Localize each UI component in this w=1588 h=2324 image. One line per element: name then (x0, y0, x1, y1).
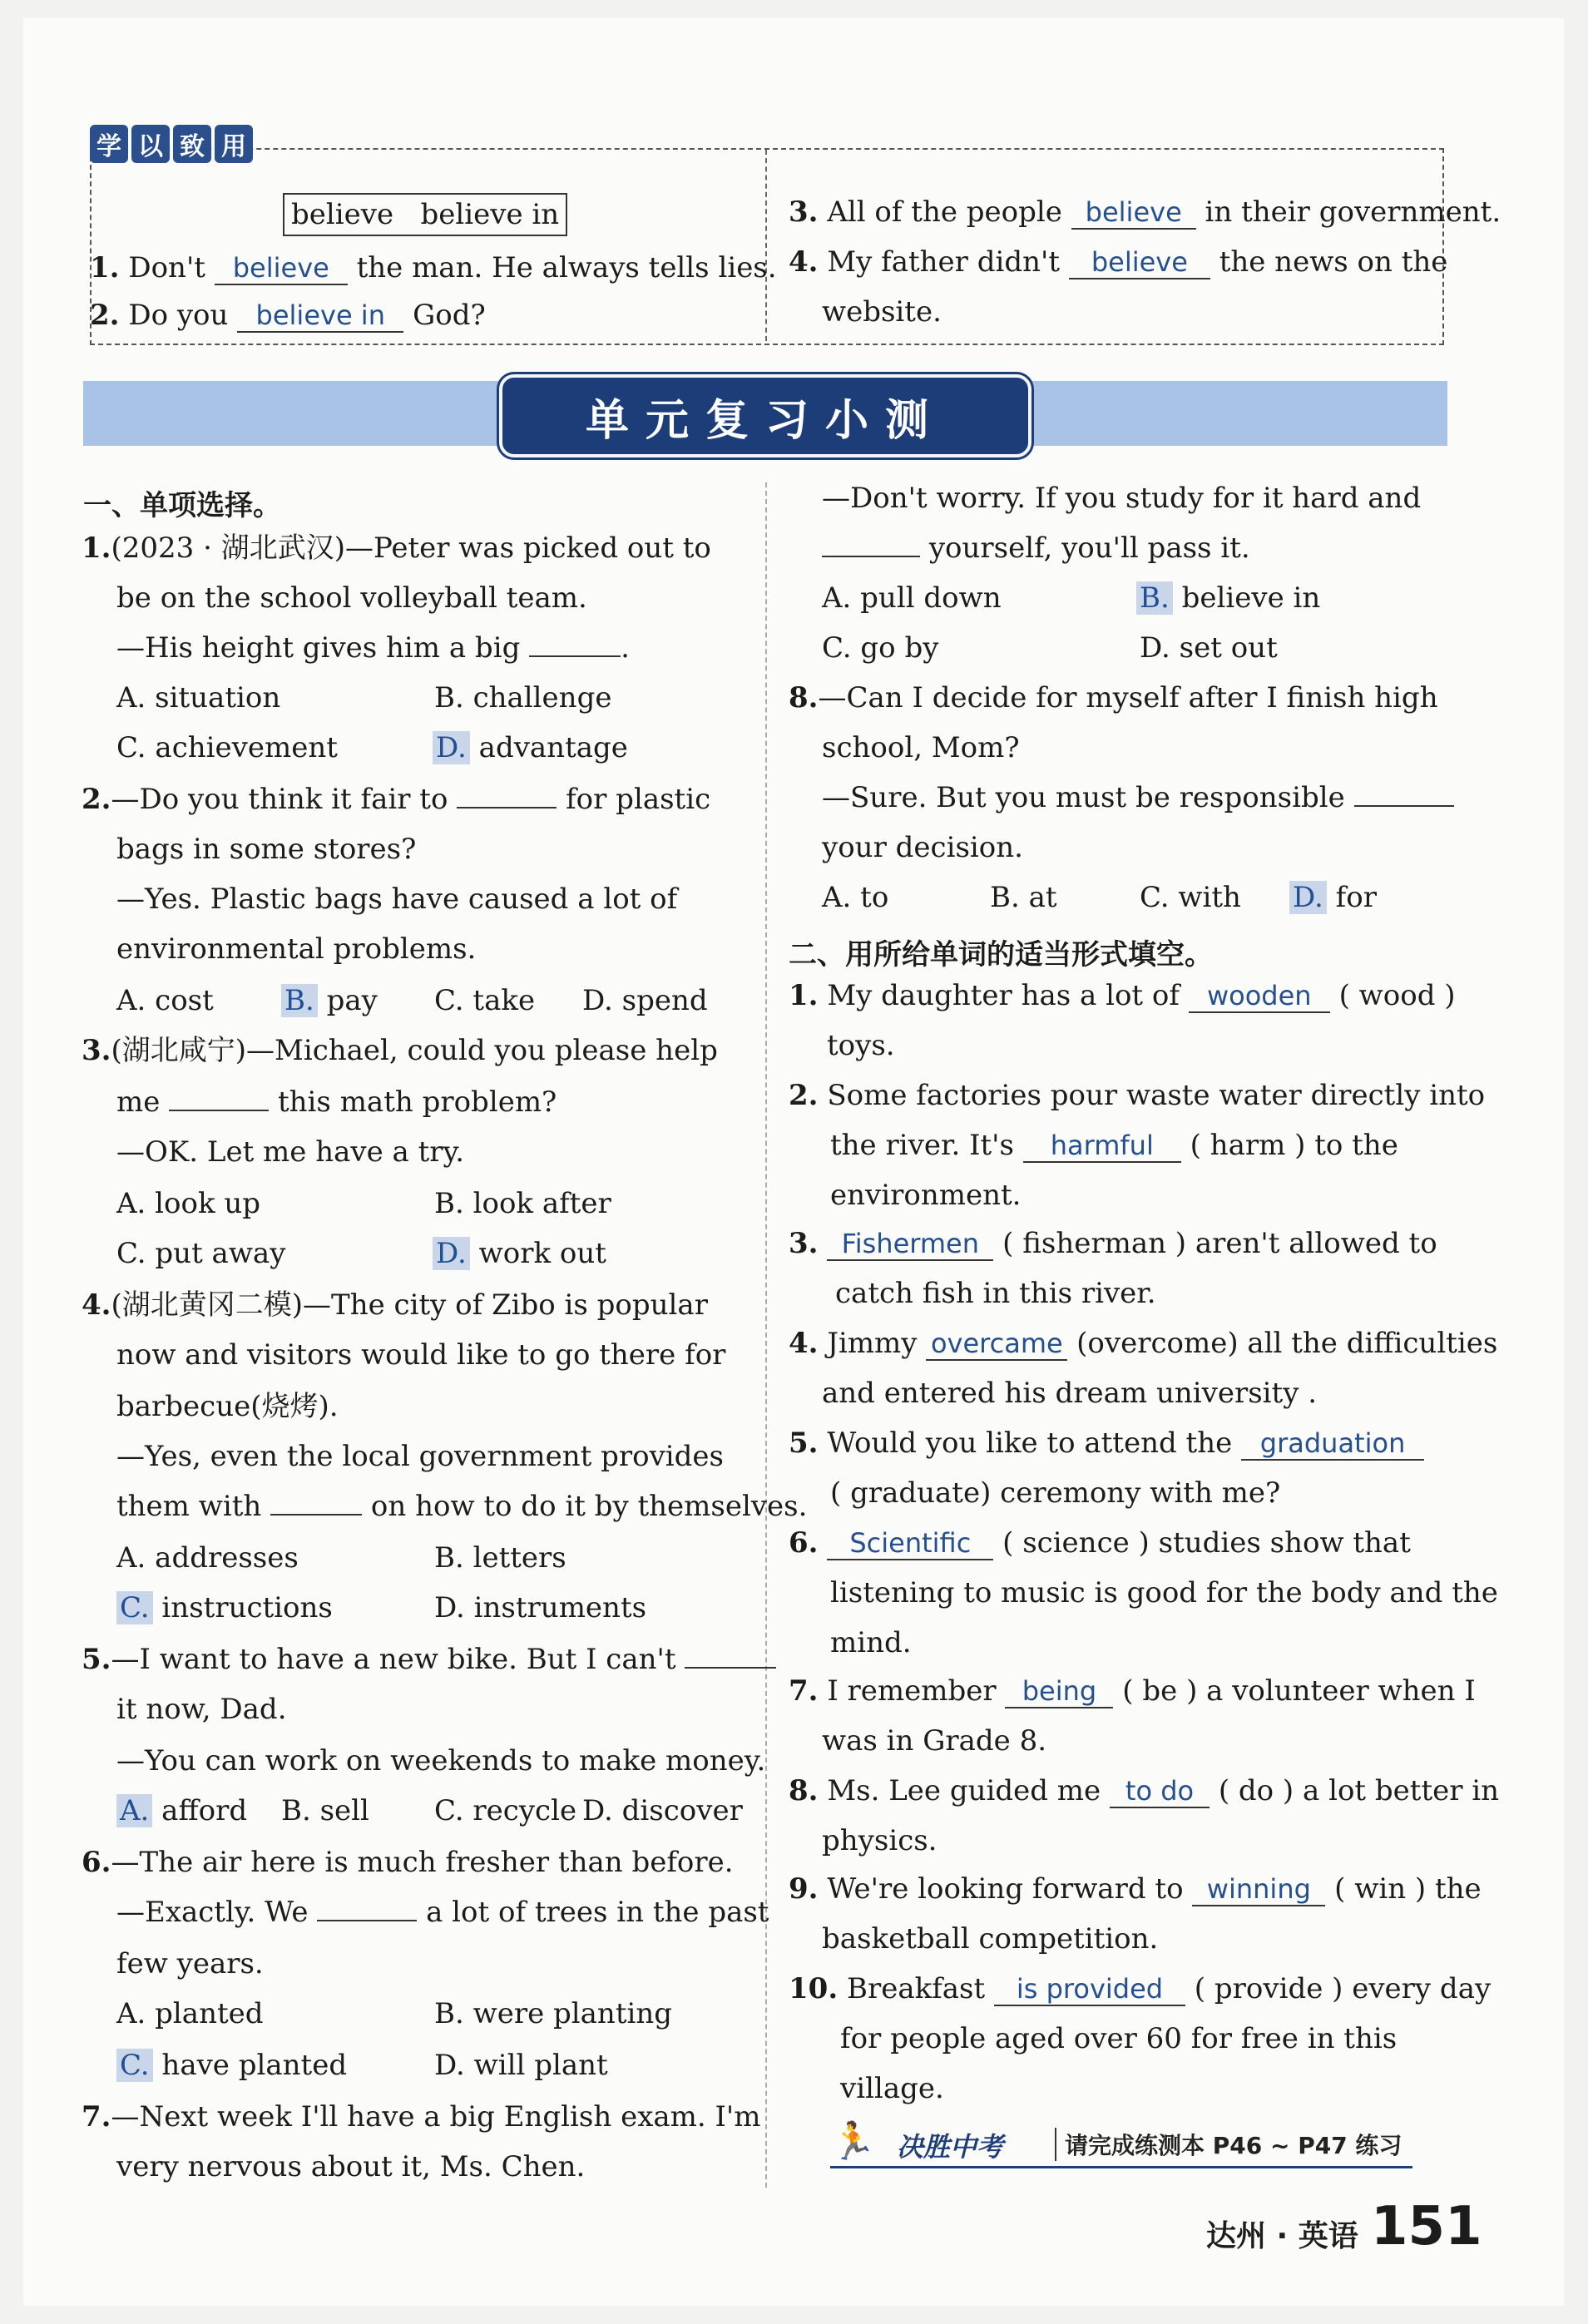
q5-option-c: C. recycle (434, 1794, 577, 1827)
q3-option-b: B. look after (434, 1187, 611, 1220)
q2-line1: 2.—Do you think it fair to for plastic (82, 783, 711, 816)
q1-line1: 1.(2023 · 湖北武汉)—Peter was picked out to (82, 532, 711, 565)
practice-q3: 3. All of the people believe in their government. (789, 195, 1501, 229)
q1-option-a: A. situation (116, 681, 281, 715)
fill-q4-cont: and entered his dream university . (822, 1377, 1318, 1410)
fill-q6-line3: mind. (830, 1626, 912, 1659)
fill-q7-cont: was in Grade 8. (822, 1724, 1047, 1758)
q1-option-c: C. achievement (116, 731, 338, 764)
q2-option-b: B. pay (281, 986, 378, 1015)
fill-q3: 3. Fishermen ( fisherman ) aren't allowed to (789, 1227, 1437, 1260)
q5-option-b: B. sell (281, 1794, 369, 1827)
q2-option-a: A. cost (116, 984, 214, 1017)
q2-line4: environmental problems. (116, 932, 477, 966)
q6-option-a: A. planted (116, 1997, 264, 2030)
q7-line2: very nervous about it, Ms. Chen. (116, 2150, 586, 2183)
fill-q10-line3: village. (840, 2072, 944, 2105)
fill-q5: 5. Would you like to attend the graduation (789, 1429, 1424, 1461)
q7-option-a: A. pull down (822, 581, 1002, 615)
q2-option-c: C. take (434, 984, 536, 1017)
practice-q1: 1. Don't believe the man. He always tells lies. (90, 251, 777, 284)
q3-line2: me this math problem? (116, 1085, 557, 1119)
part1-heading: 一、单项选择。 (83, 489, 281, 522)
q7-line4: yourself, you'll pass it. (822, 534, 1250, 562)
fill-q1-cont: toys. (827, 1029, 895, 1062)
practice-q2: 2. Do you believe in God? (90, 299, 486, 332)
q5-line3: —You can work on weekends to make money. (116, 1744, 766, 1778)
q7-option-b: B. believe in (1136, 584, 1320, 612)
q2-option-d: D. spend (582, 984, 708, 1017)
fill-q5-cont: ( graduate) ceremony with me? (830, 1476, 1281, 1510)
q8-line4: your decision. (822, 831, 1023, 864)
q6-option-d: D. will plant (434, 2049, 608, 2082)
fill-q1: 1. My daughter has a lot of wooden ( wood ) (789, 979, 1456, 1012)
fill-q10-line2: for people aged over 60 for free in this (840, 2022, 1398, 2055)
q5-option-a: A. afford (116, 1797, 247, 1825)
fill-q7: 7. I remember being ( be ) a volunteer when I (789, 1674, 1476, 1708)
q4-option-b: B. letters (434, 1541, 566, 1575)
q4-line3: barbecue(烧烤). (116, 1390, 339, 1423)
badge-char: 致 (173, 125, 211, 163)
footer-logo: 决胜中考 (897, 2131, 1004, 2163)
fill-q9: 9. We're looking forward to winning ( win ) the (789, 1872, 1482, 1906)
fill-q6: 6. Scientific ( science ) studies show that (789, 1526, 1411, 1560)
footer-instruction: 请完成练测本 P46 ~ P47 练习 (1055, 2128, 1402, 2161)
q3-option-d: D. work out (433, 1239, 606, 1268)
q5-option-d: D. discover (582, 1794, 743, 1827)
q4-line1: 4.(湖北黄冈二模)—The city of Zibo is popular (82, 1288, 708, 1322)
q8-option-b: B. at (990, 881, 1057, 914)
page-number: 151 (1371, 2196, 1482, 2257)
q6-line2: —Exactly. We a lot of trees in the past (116, 1896, 769, 1929)
fill-q3-cont: catch fish in this river. (835, 1277, 1156, 1310)
q3-option-a: A. look up (116, 1187, 261, 1220)
practice-badge (90, 125, 253, 163)
fill-q2: 2. Some factories pour waste water directly into (789, 1079, 1486, 1112)
q8-line3: —Sure. But you must be responsible (822, 784, 1454, 812)
q4-line5: them with on how to do it by themselves. (116, 1490, 808, 1523)
q7-option-d: D. set out (1140, 631, 1278, 665)
practice-q4-cont: website. (822, 295, 942, 329)
q4-line4: —Yes, even the local government provides (116, 1440, 725, 1473)
q5-line1: 5.—I want to have a new bike. But I can't (82, 1645, 776, 1674)
q6-line1: 6.—The air here is much fresher than before. (82, 1846, 734, 1879)
q2-line3: —Yes. Plastic bags have caused a lot of (116, 883, 678, 916)
part2-heading: 二、用所给单词的适当形式填空。 (789, 938, 1213, 972)
q1-option-d: D. advantage (433, 734, 628, 762)
runner-icon: 🏃 (830, 2120, 876, 2163)
q4-option-a: A. addresses (116, 1541, 299, 1575)
q8-option-d: D. for (1289, 883, 1377, 912)
q7-line1: 7.—Next week I'll have a big English exam. I'm (82, 2100, 761, 2134)
badge-char: 用 (215, 125, 253, 163)
q1-line2: be on the school volleyball team. (116, 581, 587, 615)
column-divider (765, 482, 767, 2188)
practice-q4: 4. My father didn't believe the news on the (789, 245, 1448, 279)
fill-q4: 4. Jimmy overcame (overcome) all the difficulties (789, 1327, 1498, 1360)
q8-line1: 8.—Can I decide for myself after I finish high (789, 681, 1438, 715)
fill-q9-cont: basketball competition. (822, 1922, 1159, 1956)
q7-line3: —Don't worry. If you study for it hard and (822, 482, 1422, 515)
q1-option-b: B. challenge (434, 681, 612, 715)
fill-q2-line2: the river. It's harmful ( harm ) to the (830, 1129, 1398, 1162)
q4-option-c: C. instructions (116, 1594, 333, 1622)
q8-option-a: A. to (822, 881, 889, 914)
q6-option-c: C. have planted (116, 2051, 347, 2079)
column-divider (765, 150, 767, 341)
fill-q6-line2: listening to music is good for the body and the (830, 1576, 1498, 1609)
badge-char: 以 (131, 125, 170, 163)
q5-line2: it now, Dad. (116, 1693, 287, 1726)
q3-line3: —OK. Let me have a try. (116, 1135, 465, 1169)
q6-option-b: B. were planting (434, 1997, 673, 2030)
q7-option-c: C. go by (822, 631, 939, 665)
fill-q8-cont: physics. (822, 1824, 937, 1857)
fill-q8: 8. Ms. Lee guided me to do ( do ) a lot better in (789, 1774, 1500, 1807)
q8-option-c: C. with (1140, 881, 1241, 914)
q1-line3: —His height gives him a big . (116, 631, 630, 665)
fill-q2-line3: environment. (830, 1179, 1022, 1212)
footer-label: 达州 · 英语 (1206, 2219, 1358, 2253)
q2-line2: bags in some stores? (116, 833, 417, 866)
q4-line2: now and visitors would like to go there for (116, 1338, 726, 1372)
fill-q10: 10. Breakfast is provided ( provide ) every day (789, 1972, 1492, 2005)
footer-banner (830, 2119, 1412, 2168)
q4-option-d: D. instruments (434, 1591, 647, 1624)
word-box: believe believe in (283, 193, 567, 236)
q3-line1: 3.(湖北咸宁)—Michael, could you please help (82, 1034, 718, 1067)
banner-title: 单元复习小测 (499, 374, 1031, 457)
badge-char: 学 (90, 125, 128, 163)
q3-option-c: C. put away (116, 1237, 286, 1270)
q8-line2: school, Mom? (822, 731, 1020, 764)
q6-line3: few years. (116, 1947, 264, 1980)
